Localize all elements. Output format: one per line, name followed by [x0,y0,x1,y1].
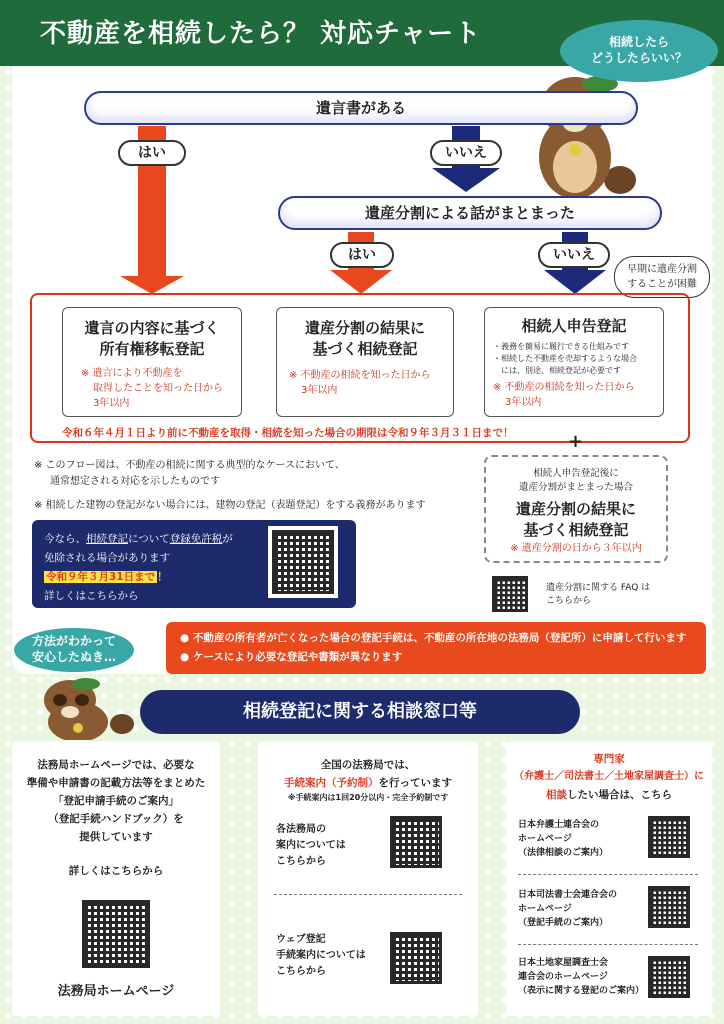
card1-line4: （登記手続ハンドブック）を [48,813,184,825]
result3-note1: ※ 不動産の相続を知った日から [493,382,635,393]
card2-web-guidance-text: ウェブ登記 手続案内については こちらから [276,934,366,977]
tax-line4: 詳しくはこちらから [44,590,139,602]
card3-line2: （弁護士／司法書士／土地家屋調査士）に [514,771,704,782]
qr-scriveners[interactable] [644,882,694,932]
flow-note-1b: 通常想定される対応を示したものです [50,476,220,487]
result-heir-declaration [484,307,664,417]
after-caption1: 相続人申告登記後に [533,468,619,479]
link-inheritance-registration[interactable]: 相続登記 [86,533,128,545]
card3-divider-1 [518,874,698,875]
arrow-right-head [544,270,606,294]
q2-no-label: いいえ [553,247,595,263]
faq-line2: こちらから [546,596,592,606]
qr-bar-association[interactable] [644,812,694,862]
bubble-mid-line2: 安心したぬき… [31,650,116,664]
link-registration-tax[interactable]: 登録免許税 [169,533,223,545]
card1-line6: 詳しくはこちらから [68,865,164,877]
result-will-transfer [62,307,242,417]
bubble-top-line2: どうしたらいい？ [590,51,687,65]
card3-line1: 専門家 [593,753,625,765]
arrow-left-head [120,276,184,294]
result2-note2: 3年以内 [301,385,338,396]
deadline-note: 令和６年４月１日より前に不動産を取得・相続を知った場合の期限は令和９年３月３１日まで！ [62,427,514,439]
card-legal-affairs-homepage [12,742,220,1016]
after-note: ※ 遺産分割の日から３年以内 [510,543,642,554]
result1-note2: 取得したことを知った日から [93,383,223,394]
faq-text [546,582,650,608]
tax-line2: 免除される場合があります [44,552,170,564]
qr-web-guidance[interactable] [386,928,446,988]
card1-line2: 準備や申請書の記載方法等をまとめた [26,777,206,789]
arrow-mid-head [330,270,392,294]
result3-note2: 3年以内 [505,397,542,408]
procedure-notice-box [166,622,706,674]
qr-faq[interactable] [488,572,532,616]
speech-bubble-relieved [14,628,134,672]
card3-divider-2 [518,944,698,945]
result2-title2: 基づく相続登記 [312,340,418,358]
tax-line3: 令和９年３月31日まで ！ [46,571,168,583]
question-will-exists [84,91,638,125]
q2-yes-pill [330,242,394,268]
tax-line1: 今なら、相続登記について登録免許税が [44,533,233,545]
bubble-mid-line1: 方法がわかって [31,634,116,648]
qr-tax-exemption[interactable] [268,526,338,598]
card2-line1: 全国の法務局では、 [320,759,416,771]
card3-line3: 相談したい場合は、こちら [546,789,672,801]
after-title1: 遺産分割の結果に [515,500,636,518]
q2-no-pill [538,242,610,268]
qr-local-office[interactable] [386,812,446,872]
notice-bullet-2: ● ケースにより必要な登記や書類が異なります [180,651,403,663]
faq-line1: 遺産分割に関する FAQ は [546,583,651,593]
result3-bullet3: には、別途、相続登記が必要です [501,366,621,375]
q1-no-label: いいえ [445,145,487,161]
after-caption2: 遺産分割がまとまった場合 [518,482,633,493]
card2-line2: 手続案内（予約制）を行っています [284,777,452,789]
bubble-top-line1: 相続したら [608,35,669,49]
result1-note1: ※ 遺言により不動産を [81,368,183,379]
card3-bar-association-text: 日本弁護士連合会の ホームページ （法律相談のご案内） [518,820,609,858]
flow-note-1a: ※ このフロー図は、不動産の相続に関する典型的なケースにおいて、 [34,460,345,471]
result3-bullet2: ・相続した不動産を売却するような場合 [493,354,637,363]
card-professionals [506,742,712,1016]
arrow-q1-no-head [432,168,500,192]
result2-note1: ※ 不動産の相続を知った日から [289,370,431,381]
card3-land-surveyors-text: 日本土地家屋調査士会 連合会のホームページ （表示に関する登記のご案内） [518,958,645,996]
question-division-label: 遺産分割による話がまとまった [364,204,575,222]
result3-title1: 相続人申告登記 [521,317,627,335]
notice-bullet-1: ● 不動産の所有者が亡くなった場合の登記手続は、不動産の所在地の法務局（登記所）に申請して行います [180,632,687,644]
q1-yes-label: はい [138,145,166,161]
card2-local-office-text: 各法務局の 案内については こちらから [276,824,346,867]
card-procedure-guidance [258,742,478,1016]
q1-yes-pill [118,140,186,166]
result1-title2: 所有権移転登記 [99,340,205,358]
tax-deadline-highlight: 令和９年３月31日まで [46,571,156,583]
hard-bubble-line1: 早期に遺産分割 [627,264,697,275]
tanuki-mascot-bottom [30,676,140,740]
question-division-agreed [278,196,662,230]
result1-title1: 遺言の内容に基づく [84,319,220,337]
card1-homepage-link[interactable]: 法務局ホームページ [57,984,175,999]
question-will-label: 遺言書がある [315,99,406,117]
result-division-registration [276,307,454,417]
card2-divider [274,894,462,895]
hard-division-bubble [614,256,710,298]
q1-no-pill [430,140,502,166]
card3-scriveners-text: 日本司法書士会連合会の ホームページ （登記手続のご案内） [518,890,618,928]
after-declaration-box [484,455,668,563]
flow-note-1 [34,458,474,490]
card1-line3: 「登記申請手続のご案内」 [53,795,179,807]
card1-line1: 法務局ホームページでは、必要な [37,759,195,771]
flow-note-2: ※ 相続した建物の登記がない場合には、建物の登記（表題登記）をする義務があります [34,500,426,511]
result2-title1: 遺産分割の結果に [304,319,425,337]
hard-bubble-line2: することが困難 [627,279,697,290]
card1-line5: 提供しています [79,831,153,843]
q2-yes-label: はい [348,247,376,263]
qr-legal-affairs-homepage[interactable] [78,896,154,972]
page-title: 不動産を相続したら？ 対応チャート [40,19,482,49]
plus-sign: + [568,431,584,452]
result3-bullet1: ・義務を簡易に履行できる仕組みです [493,342,629,351]
qr-land-surveyors[interactable] [644,952,694,1002]
consultation-section-title: 相続登記に関する相談窓口等 [140,690,580,734]
card2-line3: ※手続案内は1回20分以内・完全予約制です [287,793,449,802]
after-title2: 基づく相続登記 [523,521,629,539]
result1-note3: 3年以内 [93,398,130,409]
